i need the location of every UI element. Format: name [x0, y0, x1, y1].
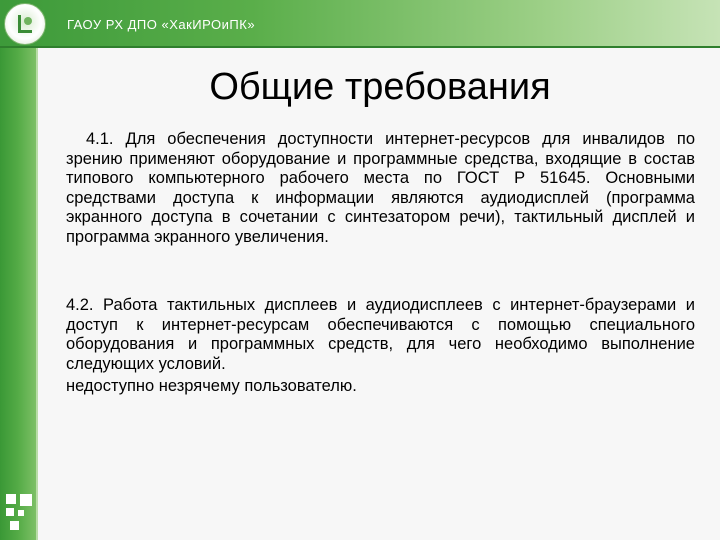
decor-square [10, 521, 19, 530]
paragraph-4-2: 4.2. Работа тактильных дисплеев и аудиодисплеев с интернет-браузерами и доступ к интернет-ресурсам обеспечиваются с помощью специального оборудования и программных средств, для чего необходимо выполнение следующих условий. [66, 296, 695, 373]
slide-title: Общие требования [209, 66, 551, 108]
left-sidebar-bar [0, 48, 36, 540]
paragraph-trailing-line: недоступно незрячему пользователю. [66, 377, 357, 395]
header-band [0, 0, 720, 46]
left-sidebar-edge [36, 48, 38, 540]
decor-square [6, 494, 16, 504]
decor-square [20, 494, 32, 506]
logo-glyph [18, 15, 32, 33]
decorative-squares-icon [6, 494, 36, 534]
organization-logo-icon [4, 3, 46, 45]
header-divider [0, 46, 720, 48]
header-organization-name: ГАОУ РХ ДПО «ХакИРОиПК» [67, 17, 256, 32]
decor-square [6, 508, 14, 516]
decor-square [18, 510, 24, 516]
paragraph-4-1: 4.1. Для обеспечения доступности интернет-ресурсов для инвалидов по зрению применяют оборудование и программные средства, входящие в состав типового компьютерного рабочего места по ГОСТ Р 51645. Основными средствами доступа к информации являются аудиодисплей (программа экранного доступа в сочетании с синтезатором речи), тактильный дисплей и программа экранного увеличения. [66, 130, 695, 246]
